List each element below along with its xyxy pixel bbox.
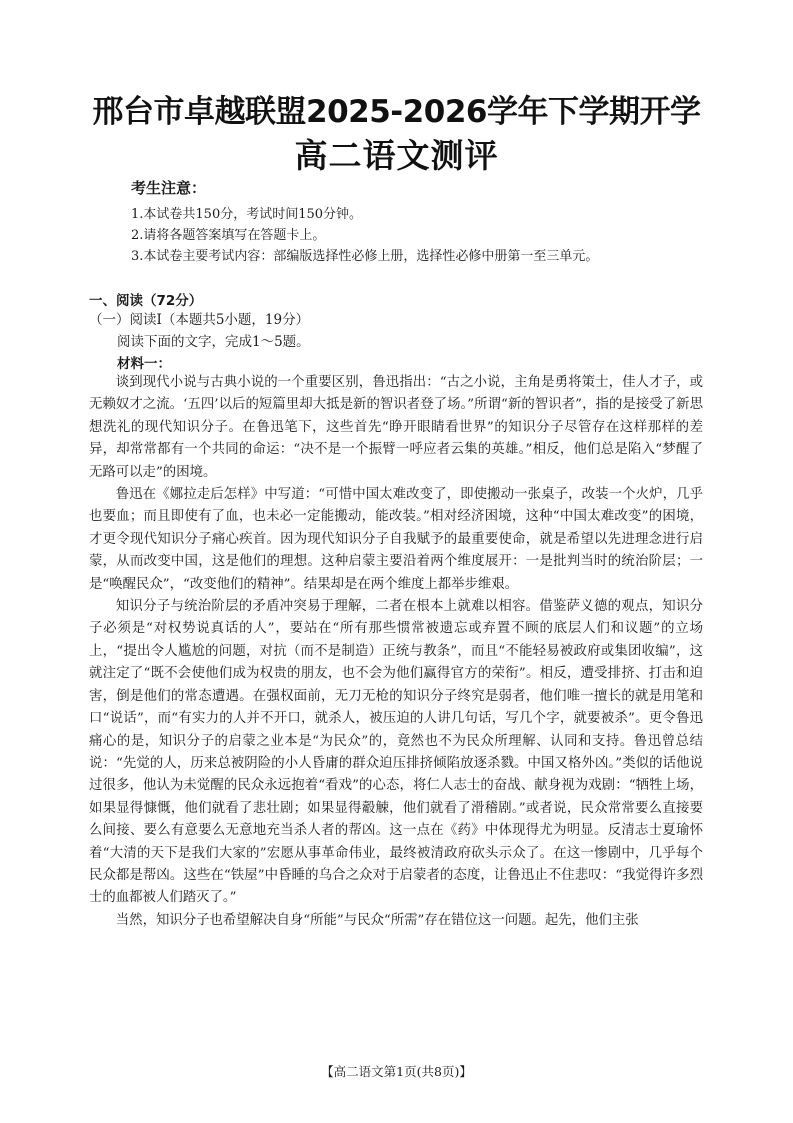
reading-passage — [89, 372, 703, 932]
exam-title-line2: 高二语文测评 — [294, 136, 499, 175]
notice-item: 3.本试卷主要考试内容：部编版选择性必修上册，选择性必修中册第一至三单元。 — [131, 249, 599, 264]
notice-item: 2.请将各题答案填写在答题卡上。 — [131, 228, 326, 243]
passage-paragraph: 谈到现代小说与古典小说的一个重要区别，鲁迅指出：“古之小说，主角是勇将策士，佳人才子，或无赖奴才之流。‘五四’以后的短篇里却大抵是新的智识者登了场。”所谓“新的智识者”，指的是接受了新思想洗礼的现代知识分子。在鲁迅笔下，这些首先“睁开眼睛看世界”的知识分子尽管存在这样那样的差异，却常常都有一个共同的命运：“决不是一个振臂一呼应者云集的英雄。”相反，他们总是陷入“梦醒了无路可以走”的困境。 — [89, 375, 703, 480]
material-label: 材料一： — [117, 356, 171, 372]
page-footer: 【高二语文第1页(共8页)】 — [321, 1064, 472, 1079]
exam-title-line1: 邢台市卓越联盟2025-2026学年下学期开学 — [92, 94, 701, 130]
notice-heading: 考生注意： — [131, 179, 207, 197]
passage-paragraph: 鲁迅在《娜拉走后怎样》中写道：“可惜中国太难改变了，即使搬动一张桌子，改装一个火炉，几乎也要血；而且即使有了血，也未必一定能搬动，能改装。”相对经济困境，这种“中国太难改变”的困境，才更令现代知识分子痛心疾首。因为现代知识分子自我赋予的最重要使命，就是希望以先进理念进行启蒙，从而改变中国，这是他们的理想。这种启蒙主要沿着两个维度展开：一是批判当时的统治阶层；一是“唤醒民众”，“改变他们的精神”。结果却是在两个维度上都举步维艰。 — [89, 487, 703, 592]
passage-paragraph: 知识分子与统治阶层的矛盾冲突易于理解，二者在根本上就难以相容。借鉴萨义德的观点，知识分子必须是“对权势说真话的人”，要站在“所有那些惯常被遗忘或弃置不顾的底层人们和议题”的立场上，“提出令人尴尬的问题，对抗（而不是制造）正统与教条”，而且“不能轻易被政府或集团收编”，这就注定了“既不会使他们成为权贵的朋友，也不会为他们赢得官方的荣衔”。相反，遭受排挤、打击和迫害，倒是他们的常态遭遇。在强权面前，无刀无枪的知识分子终究是弱者，他们唯一擅长的就是用笔和口“说话”，而“有实力的人并不开口，就杀人，被压迫的人讲几句话，写几个字，就要被杀”。更令鲁迅痛心的是，知识分子的启蒙之业本是“为民众”的，竟然也不为民众所理解、认同和支持。鲁迅曾总结说：“先觉的人，历来总被阴险的小人昏庸的群众迫压排挤倾陷放逐杀戮。中国又格外凶。”类似的话他说过很多，他认为未觉醒的民众永远抱着“看戏”的心态，将仁人志士的奋战、献身视为戏剧：“牺牲上场，如果显得慷慨，他们就看了悲壮剧；如果显得觳觫，他们就看了滑稽剧。”或者说，民众常常要么直接要么间接、要么有意要么无意地充当杀人者的帮凶。这一点在《药》中体现得尤为明显。反清志士夏瑜怀着“大清的天下是我们大家的”宏愿从事革命伟业，最终被清政府砍头示众了。在这一惨剧中，几乎每个民众都是帮凶。这些在“铁屋”中昏睡的乌合之众对于启蒙者的态度，让鲁迅止不住悲叹：“我觉得许多烈士的血都被人们踏灭了。” — [89, 599, 703, 906]
sub-section-heading: （一）阅读Ⅰ（本题共5小题，19分） — [89, 312, 310, 328]
section-instruction: 阅读下面的文字，完成1～5题。 — [117, 334, 310, 350]
notice-item: 1.本试卷共150分，考试时间150分钟。 — [131, 207, 363, 222]
section-heading: 一、阅读（72分） — [89, 293, 203, 309]
passage-paragraph: 当然，知识分子也希望解决自身“所能”与民众“所需”存在错位这一问题。起先，他们主张 — [115, 912, 639, 928]
